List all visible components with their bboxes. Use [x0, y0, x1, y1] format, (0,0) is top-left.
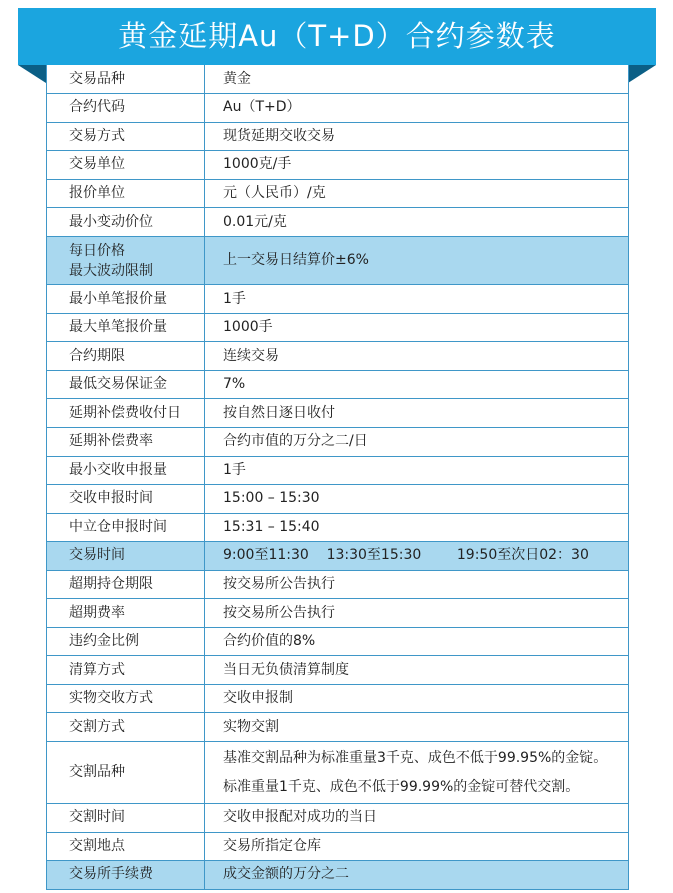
row-label: 报价单位 [47, 179, 205, 208]
table-row-trading-unit [47, 151, 629, 180]
table-row-delivery-method [47, 713, 629, 742]
table-row-trading-method [47, 122, 629, 151]
row-value: 现货延期交收交易 [205, 122, 629, 151]
row-label-line: 最大波动限制 [69, 262, 153, 279]
row-label: 合约代码 [47, 94, 205, 123]
row-label: 交割方式 [47, 713, 205, 742]
row-value: 按自然日逐日收付 [205, 399, 629, 428]
table-row-trading-variety [47, 65, 629, 94]
table-row-min-order-size [47, 285, 629, 314]
row-value: 1手 [205, 456, 629, 485]
row-value: 交收申报配对成功的当日 [205, 804, 629, 833]
row-value: 上一交易日结算价±6% [205, 236, 629, 285]
banner-fold-left [18, 65, 46, 83]
row-label [47, 236, 205, 285]
row-value: 按交易所公告执行 [205, 570, 629, 599]
table-row-quote-unit [47, 179, 629, 208]
row-value [205, 742, 629, 804]
row-label: 清算方式 [47, 656, 205, 685]
table-row-physical-delivery-method [47, 684, 629, 713]
table-row-deferral-fee-rate [47, 428, 629, 457]
row-label: 最低交易保证金 [47, 370, 205, 399]
row-label: 延期补偿费率 [47, 428, 205, 457]
table-row-min-delivery-declaration [47, 456, 629, 485]
row-value-line: 基准交割品种为标准重量3千克、成色不低于99.95%的金锭。 [223, 749, 608, 766]
row-value: 连续交易 [205, 342, 629, 371]
table-row-min-tick [47, 208, 629, 237]
banner-fold-right [628, 65, 656, 83]
table-row-neutral-warehouse-time [47, 513, 629, 542]
row-value: 15:00 – 15:30 [205, 485, 629, 514]
table-row-overdue-fee-rate [47, 599, 629, 628]
row-value: 7% [205, 370, 629, 399]
table-row-penalty-ratio [47, 627, 629, 656]
row-value: 实物交割 [205, 713, 629, 742]
row-label: 交易品种 [47, 65, 205, 94]
row-value: 成交金额的万分之二 [205, 861, 629, 890]
row-label: 实物交收方式 [47, 684, 205, 713]
table-row-contract-code [47, 94, 629, 123]
row-value: 1手 [205, 285, 629, 314]
table-row-exchange-fee [47, 861, 629, 890]
table-row-delivery-variety [47, 742, 629, 804]
row-label: 超期持仓期限 [47, 570, 205, 599]
row-label: 交易方式 [47, 122, 205, 151]
row-label: 交易时间 [47, 542, 205, 571]
row-value: 9:00至11:30 13:30至15:30 19:50至次日02：30 [205, 542, 629, 571]
row-value: Au（T+D） [205, 94, 629, 123]
row-value: 交收申报制 [205, 684, 629, 713]
row-value-line: 标准重量1千克、成色不低于99.99%的金锭可替代交割。 [223, 778, 580, 795]
row-label: 交割品种 [47, 742, 205, 804]
row-value: 元（人民币）/克 [205, 179, 629, 208]
row-label-line: 每日价格 [69, 242, 125, 259]
row-label: 最小单笔报价量 [47, 285, 205, 314]
row-label: 交割地点 [47, 832, 205, 861]
row-value: 黄金 [205, 65, 629, 94]
row-label: 最小交收申报量 [47, 456, 205, 485]
row-label: 超期费率 [47, 599, 205, 628]
row-value: 当日无负债清算制度 [205, 656, 629, 685]
row-label: 交易单位 [47, 151, 205, 180]
table-row-contract-term [47, 342, 629, 371]
table-row-delivery-location [47, 832, 629, 861]
row-value: 按交易所公告执行 [205, 599, 629, 628]
row-label: 最大单笔报价量 [47, 313, 205, 342]
table-row-trading-hours [47, 542, 629, 571]
row-value: 合约价值的8% [205, 627, 629, 656]
table-row-min-margin [47, 370, 629, 399]
table-row-delivery-time [47, 804, 629, 833]
table-row-settlement-method [47, 656, 629, 685]
row-value: 1000手 [205, 313, 629, 342]
row-label: 交易所手续费 [47, 861, 205, 890]
table-row-delivery-declaration-time [47, 485, 629, 514]
row-label: 交收申报时间 [47, 485, 205, 514]
row-label: 违约金比例 [47, 627, 205, 656]
table-row-max-order-size [47, 313, 629, 342]
row-label: 中立仓申报时间 [47, 513, 205, 542]
table-row-overdue-position-limit [47, 570, 629, 599]
row-value: 交易所指定仓库 [205, 832, 629, 861]
row-label: 最小变动价位 [47, 208, 205, 237]
row-value: 0.01元/克 [205, 208, 629, 237]
row-label: 延期补偿费收付日 [47, 399, 205, 428]
row-label: 合约期限 [47, 342, 205, 371]
table-row-deferral-payment-day [47, 399, 629, 428]
contract-parameters-table [46, 65, 628, 890]
row-label: 交割时间 [47, 804, 205, 833]
row-value: 15:31 – 15:40 [205, 513, 629, 542]
row-value: 1000克/手 [205, 151, 629, 180]
row-value: 合约市值的万分之二/日 [205, 428, 629, 457]
page-title: 黄金延期Au（T+D）合约参数表 [18, 8, 656, 65]
table-row-daily-price-limit [47, 236, 629, 285]
